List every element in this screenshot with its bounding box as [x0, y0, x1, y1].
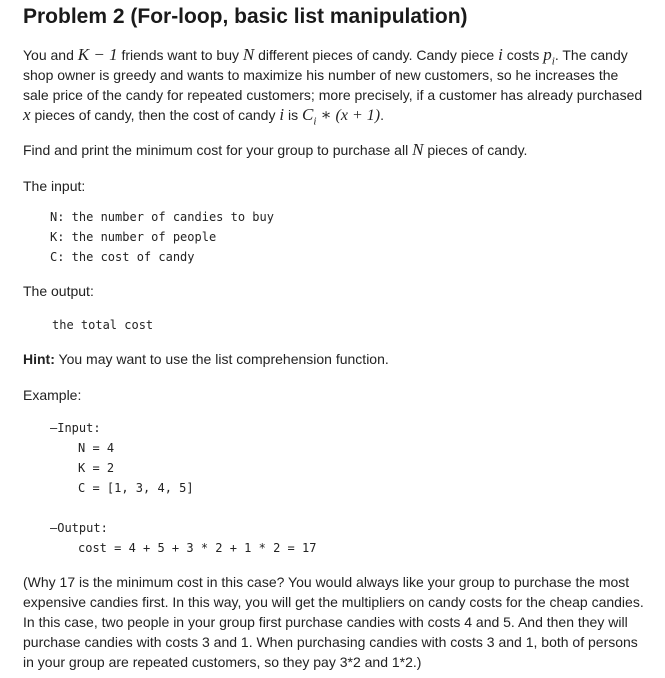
example-input-values	[78, 438, 194, 498]
intro-line-4: x pieces of candy, then the cost of candy i is $C_i$ ∗ (x + 1).	[23, 105, 384, 128]
k-minus-1: K − 1	[77, 45, 118, 64]
hint	[23, 351, 389, 367]
explanation-line-5: in your group are repeated customers, so they pay 3*2 and 1*2.)	[23, 654, 422, 670]
intro-line-2: shop owner is greedy and wants to maximize his number of new customers, so he increases the	[23, 67, 619, 83]
example-output-value: cost = 4 + 5 + 3 * 2 + 1 * 2 = 17	[78, 541, 317, 555]
input-line-k: K: the number of people	[50, 230, 217, 244]
hint-label: Hint:	[23, 351, 55, 367]
input-label: The input:	[23, 178, 86, 194]
input-line-c: C: the cost of candy	[50, 250, 195, 264]
explanation-line-2: expensive candies first. In this way, you will get the multipliers on candy costs for the cheap candies.	[23, 594, 644, 610]
task-statement: Find and print the minimum cost for your group to purchase all N pieces of candy.	[23, 140, 528, 159]
explanation-line-4: purchase candies with costs 3 and 1. When purchasing candies with costs 3 and 1, both of persons	[23, 634, 638, 650]
hint-text: You may want to use the list comprehension function.	[58, 351, 389, 367]
example-output-header: —Output:	[50, 521, 108, 535]
input-description	[50, 207, 274, 267]
var-n: N	[242, 45, 255, 64]
output-description: the total cost	[52, 318, 154, 332]
example-n: N = 4	[78, 441, 115, 455]
example-input-header: —Input:	[50, 421, 101, 435]
intro-line-1: You and K − 1 friends want to buy N different pieces of candy. Candy piece i costs $p_i$. The candy	[23, 45, 628, 68]
cost-formula: $C_i$ ∗ (x + 1)	[301, 105, 381, 128]
example-k: K = 2	[78, 461, 115, 475]
output-label: The output:	[23, 283, 94, 299]
example-label: Example:	[23, 387, 82, 403]
var-i: i	[498, 45, 503, 64]
var-p: $p_i$	[543, 45, 555, 68]
input-line-n: N: the number of candies to buy	[50, 210, 274, 224]
explanation-line-1: (Why 17 is the minimum cost in this case? You would always like your group to purchase the most	[23, 574, 630, 590]
problem-title: Problem 2 (For-loop, basic list manipulation)	[23, 5, 468, 28]
intro-line-3: sale price of the candy for repeated customers; more precisely, if a customer has already purchased	[23, 87, 643, 103]
explanation-line-3: In this case, two people in your group first purchase candies with costs 4 and 5. And then they will	[23, 614, 628, 630]
var-x: x	[23, 105, 31, 124]
example-c: C = [1, 3, 4, 5]	[78, 481, 194, 495]
